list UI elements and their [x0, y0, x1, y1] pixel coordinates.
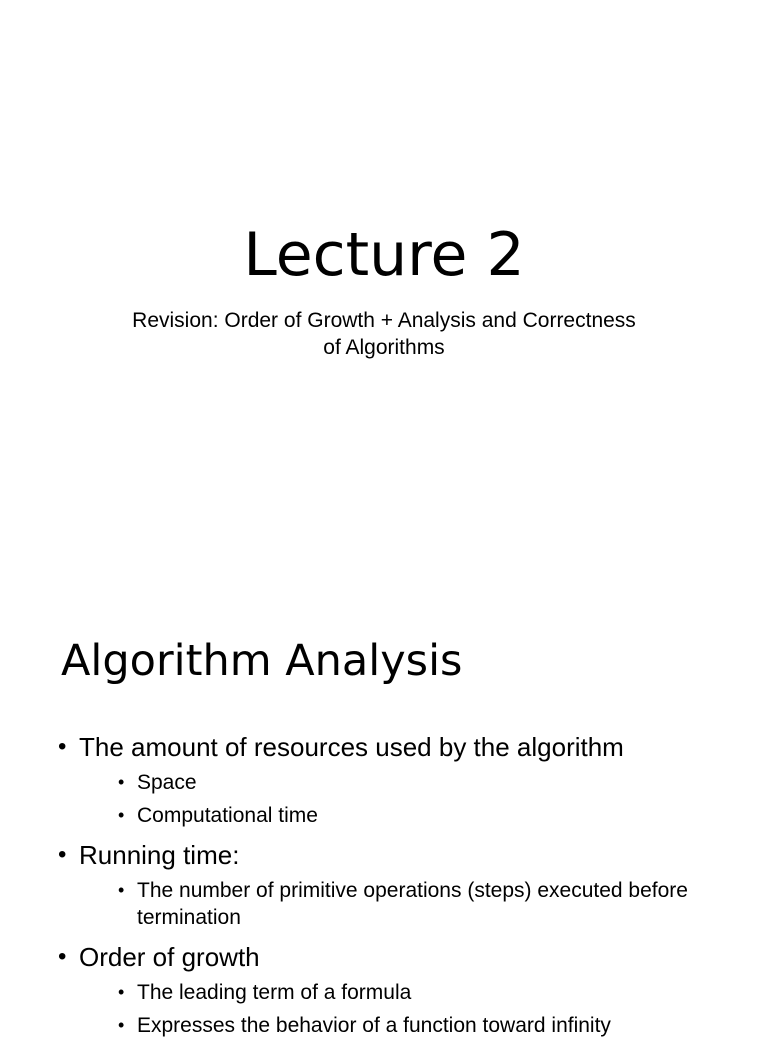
sub-bullet-item	[118, 1012, 708, 1039]
content-slide	[0, 576, 768, 1037]
slide-title: Algorithm Analysis	[61, 636, 463, 686]
bullet-item	[58, 839, 708, 871]
sub-bullet-text: The leading term of a formula	[137, 981, 412, 1004]
bullet-icon: •	[118, 880, 125, 900]
sub-bullet-item	[118, 802, 708, 829]
bullet-text: Order of growth	[79, 942, 260, 972]
bullet-icon: •	[58, 841, 67, 868]
sub-bullet-text: The number of primitive operations (steps) executed before termination	[137, 879, 688, 929]
bullet-icon: •	[118, 805, 125, 825]
bullet-icon: •	[58, 733, 67, 760]
lecture-title: Lecture 2	[243, 220, 525, 290]
bullet-item	[58, 941, 708, 973]
bullet-icon: •	[118, 982, 125, 1002]
sub-bullet-item	[118, 769, 708, 796]
bullet-icon: •	[58, 943, 67, 970]
sub-bullet-text: Expresses the behavior of a function toward infinity	[137, 1014, 611, 1037]
bullet-item	[58, 731, 708, 763]
bullet-icon: •	[118, 772, 125, 792]
sub-bullet-text: Computational time	[137, 804, 318, 827]
sub-bullet-text: Space	[137, 771, 197, 794]
sub-bullet-item	[118, 979, 708, 1006]
subtitle-line-2: of Algorithms	[323, 336, 445, 359]
bullet-icon: •	[118, 1015, 125, 1035]
lecture-subtitle	[96, 307, 672, 361]
bullet-text: Running time:	[79, 840, 240, 870]
bullet-list	[58, 731, 708, 1039]
bullet-text: The amount of resources used by the algorithm	[79, 732, 624, 762]
sub-bullet-item	[118, 877, 708, 931]
subtitle-line-1: Revision: Order of Growth + Analysis and Correctness	[132, 309, 636, 332]
